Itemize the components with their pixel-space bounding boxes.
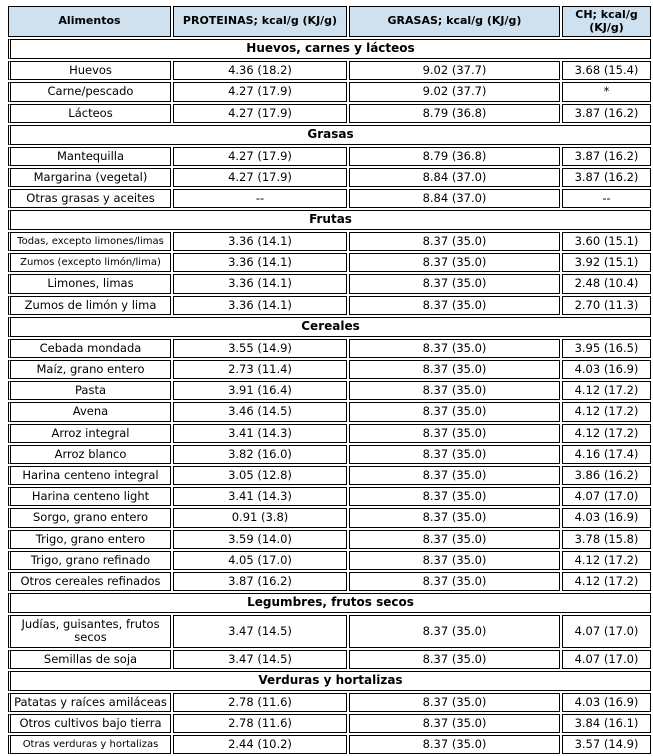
carb-cell: 3.92 (15.1)	[562, 253, 651, 272]
carb-cell: 3.60 (15.1)	[562, 232, 651, 251]
table-row	[8, 168, 651, 187]
section-title: Huevos, carnes y lácteos	[8, 39, 651, 59]
protein-cell: 2.78 (11.6)	[173, 714, 347, 733]
food-cell: Harina centeno light	[8, 487, 171, 506]
table-row	[8, 714, 651, 733]
carb-cell: 3.78 (15.8)	[562, 530, 651, 549]
section-row	[8, 593, 651, 613]
protein-cell: 2.73 (11.4)	[173, 360, 347, 379]
food-cell: Sorgo, grano entero	[8, 508, 171, 527]
carb-cell: 3.57 (14.9)	[562, 735, 651, 754]
section-title: Frutas	[8, 210, 651, 230]
food-cell: Pasta	[8, 381, 171, 400]
section-row	[8, 317, 651, 337]
table-row	[8, 402, 651, 421]
food-cell: Lácteos	[8, 104, 171, 123]
food-cell: Semillas de soja	[8, 650, 171, 669]
fat-cell: 8.37 (35.0)	[349, 693, 560, 712]
section-row	[8, 125, 651, 145]
food-cell: Otras verduras y hortalizas	[8, 735, 171, 754]
carb-cell: 4.16 (17.4)	[562, 445, 651, 464]
protein-cell: 3.91 (16.4)	[173, 381, 347, 400]
fat-cell: 8.37 (35.0)	[349, 487, 560, 506]
table-row	[8, 232, 651, 251]
protein-cell: 0.91 (3.8)	[173, 508, 347, 527]
table-row	[8, 551, 651, 570]
table-row	[8, 466, 651, 485]
protein-cell: 4.36 (18.2)	[173, 61, 347, 80]
fat-cell: 8.37 (35.0)	[349, 572, 560, 591]
food-cell: Trigo, grano refinado	[8, 551, 171, 570]
food-cell: Arroz blanco	[8, 445, 171, 464]
protein-cell: 3.36 (14.1)	[173, 253, 347, 272]
table-row	[8, 693, 651, 712]
food-cell: Avena	[8, 402, 171, 421]
table-row	[8, 487, 651, 506]
table-row	[8, 274, 651, 293]
food-cell: Carne/pescado	[8, 82, 171, 101]
protein-cell: 2.44 (10.2)	[173, 735, 347, 754]
protein-cell: 4.27 (17.9)	[173, 82, 347, 101]
fat-cell: 8.37 (35.0)	[349, 339, 560, 358]
table-row	[8, 82, 651, 101]
protein-cell: 2.78 (11.6)	[173, 693, 347, 712]
section-row	[8, 39, 651, 59]
protein-cell: 3.05 (12.8)	[173, 466, 347, 485]
table-row	[8, 424, 651, 443]
food-cell: Huevos	[8, 61, 171, 80]
table-row	[8, 147, 651, 166]
table-row	[8, 189, 651, 208]
carb-cell: 2.48 (10.4)	[562, 274, 651, 293]
fat-cell: 8.37 (35.0)	[349, 714, 560, 733]
fat-cell: 8.37 (35.0)	[349, 650, 560, 669]
fat-cell: 8.79 (36.8)	[349, 147, 560, 166]
protein-cell: 3.46 (14.5)	[173, 402, 347, 421]
fat-cell: 8.37 (35.0)	[349, 381, 560, 400]
energy-values-table	[6, 4, 653, 756]
carb-cell: 3.95 (16.5)	[562, 339, 651, 358]
food-cell: Limones, limas	[8, 274, 171, 293]
carb-cell: 4.03 (16.9)	[562, 360, 651, 379]
table-row	[8, 508, 651, 527]
carb-cell: 4.07 (17.0)	[562, 487, 651, 506]
food-cell: Zumos (excepto limón/lima)	[8, 253, 171, 272]
fat-cell: 8.37 (35.0)	[349, 735, 560, 754]
section-title: Verduras y hortalizas	[8, 671, 651, 691]
fat-cell: 9.02 (37.7)	[349, 82, 560, 101]
fat-cell: 8.37 (35.0)	[349, 508, 560, 527]
protein-cell: 3.47 (14.5)	[173, 650, 347, 669]
carb-cell: --	[562, 189, 651, 208]
table-row	[8, 253, 651, 272]
fat-cell: 8.37 (35.0)	[349, 232, 560, 251]
protein-cell: 3.82 (16.0)	[173, 445, 347, 464]
section-row	[8, 210, 651, 230]
carb-cell: 4.07 (17.0)	[562, 615, 651, 647]
protein-cell: 4.27 (17.9)	[173, 168, 347, 187]
carb-cell: 3.86 (16.2)	[562, 466, 651, 485]
protein-cell: --	[173, 189, 347, 208]
table-row	[8, 296, 651, 315]
table-row	[8, 339, 651, 358]
header-fat: GRASAS; kcal/g (KJ/g)	[349, 6, 560, 37]
table-row	[8, 61, 651, 80]
section-row	[8, 671, 651, 691]
food-cell: Patatas y raíces amiláceas	[8, 693, 171, 712]
food-cell: Maíz, grano entero	[8, 360, 171, 379]
table-body	[8, 39, 651, 754]
section-title: Cereales	[8, 317, 651, 337]
carb-cell: 3.87 (16.2)	[562, 147, 651, 166]
carb-cell: 4.12 (17.2)	[562, 381, 651, 400]
carb-cell: 4.03 (16.9)	[562, 693, 651, 712]
food-cell: Trigo, grano entero	[8, 530, 171, 549]
carb-cell: 2.70 (11.3)	[562, 296, 651, 315]
protein-cell: 3.36 (14.1)	[173, 232, 347, 251]
food-cell: Judías, guisantes, frutos secos	[8, 615, 171, 647]
carb-cell: 3.87 (16.2)	[562, 104, 651, 123]
fat-cell: 8.37 (35.0)	[349, 424, 560, 443]
fat-cell: 8.37 (35.0)	[349, 360, 560, 379]
food-cell: Otras grasas y aceites	[8, 189, 171, 208]
fat-cell: 8.37 (35.0)	[349, 402, 560, 421]
fat-cell: 9.02 (37.7)	[349, 61, 560, 80]
table-row	[8, 572, 651, 591]
protein-cell: 4.27 (17.9)	[173, 147, 347, 166]
fat-cell: 8.37 (35.0)	[349, 296, 560, 315]
carb-cell: 4.12 (17.2)	[562, 402, 651, 421]
fat-cell: 8.37 (35.0)	[349, 466, 560, 485]
protein-cell: 4.05 (17.0)	[173, 551, 347, 570]
food-cell: Margarina (vegetal)	[8, 168, 171, 187]
food-cell: Mantequilla	[8, 147, 171, 166]
fat-cell: 8.37 (35.0)	[349, 274, 560, 293]
protein-cell: 3.41 (14.3)	[173, 487, 347, 506]
carb-cell: 4.07 (17.0)	[562, 650, 651, 669]
carb-cell: *	[562, 82, 651, 101]
food-cell: Otros cereales refinados	[8, 572, 171, 591]
fat-cell: 8.37 (35.0)	[349, 445, 560, 464]
food-cell: Zumos de limón y lima	[8, 296, 171, 315]
food-cell: Arroz integral	[8, 424, 171, 443]
protein-cell: 4.27 (17.9)	[173, 104, 347, 123]
food-cell: Otros cultivos bajo tierra	[8, 714, 171, 733]
fat-cell: 8.84 (37.0)	[349, 168, 560, 187]
table-row	[8, 381, 651, 400]
carb-cell: 3.68 (15.4)	[562, 61, 651, 80]
carb-cell: 3.87 (16.2)	[562, 168, 651, 187]
protein-cell: 3.55 (14.9)	[173, 339, 347, 358]
table-row	[8, 615, 651, 647]
header-carb: CH; kcal/g (KJ/g)	[562, 6, 651, 37]
protein-cell: 3.87 (16.2)	[173, 572, 347, 591]
food-cell: Cebada mondada	[8, 339, 171, 358]
protein-cell: 3.59 (14.0)	[173, 530, 347, 549]
header-protein: PROTEINAS; kcal/g (KJ/g)	[173, 6, 347, 37]
table-row	[8, 445, 651, 464]
protein-cell: 3.36 (14.1)	[173, 296, 347, 315]
food-cell: Todas, excepto limones/limas	[8, 232, 171, 251]
protein-cell: 3.47 (14.5)	[173, 615, 347, 647]
section-title: Grasas	[8, 125, 651, 145]
carb-cell: 4.12 (17.2)	[562, 551, 651, 570]
carb-cell: 4.12 (17.2)	[562, 424, 651, 443]
carb-cell: 3.84 (16.1)	[562, 714, 651, 733]
fat-cell: 8.37 (35.0)	[349, 615, 560, 647]
table-row	[8, 530, 651, 549]
table-row	[8, 360, 651, 379]
section-title: Legumbres, frutos secos	[8, 593, 651, 613]
table-row	[8, 650, 651, 669]
carb-cell: 4.03 (16.9)	[562, 508, 651, 527]
table-row	[8, 104, 651, 123]
protein-cell: 3.41 (14.3)	[173, 424, 347, 443]
fat-cell: 8.37 (35.0)	[349, 253, 560, 272]
fat-cell: 8.37 (35.0)	[349, 551, 560, 570]
carb-cell: 4.12 (17.2)	[562, 572, 651, 591]
fat-cell: 8.79 (36.8)	[349, 104, 560, 123]
fat-cell: 8.84 (37.0)	[349, 189, 560, 208]
fat-cell: 8.37 (35.0)	[349, 530, 560, 549]
protein-cell: 3.36 (14.1)	[173, 274, 347, 293]
header-food: Alimentos	[8, 6, 171, 37]
header-row	[8, 6, 651, 37]
food-cell: Harina centeno integral	[8, 466, 171, 485]
